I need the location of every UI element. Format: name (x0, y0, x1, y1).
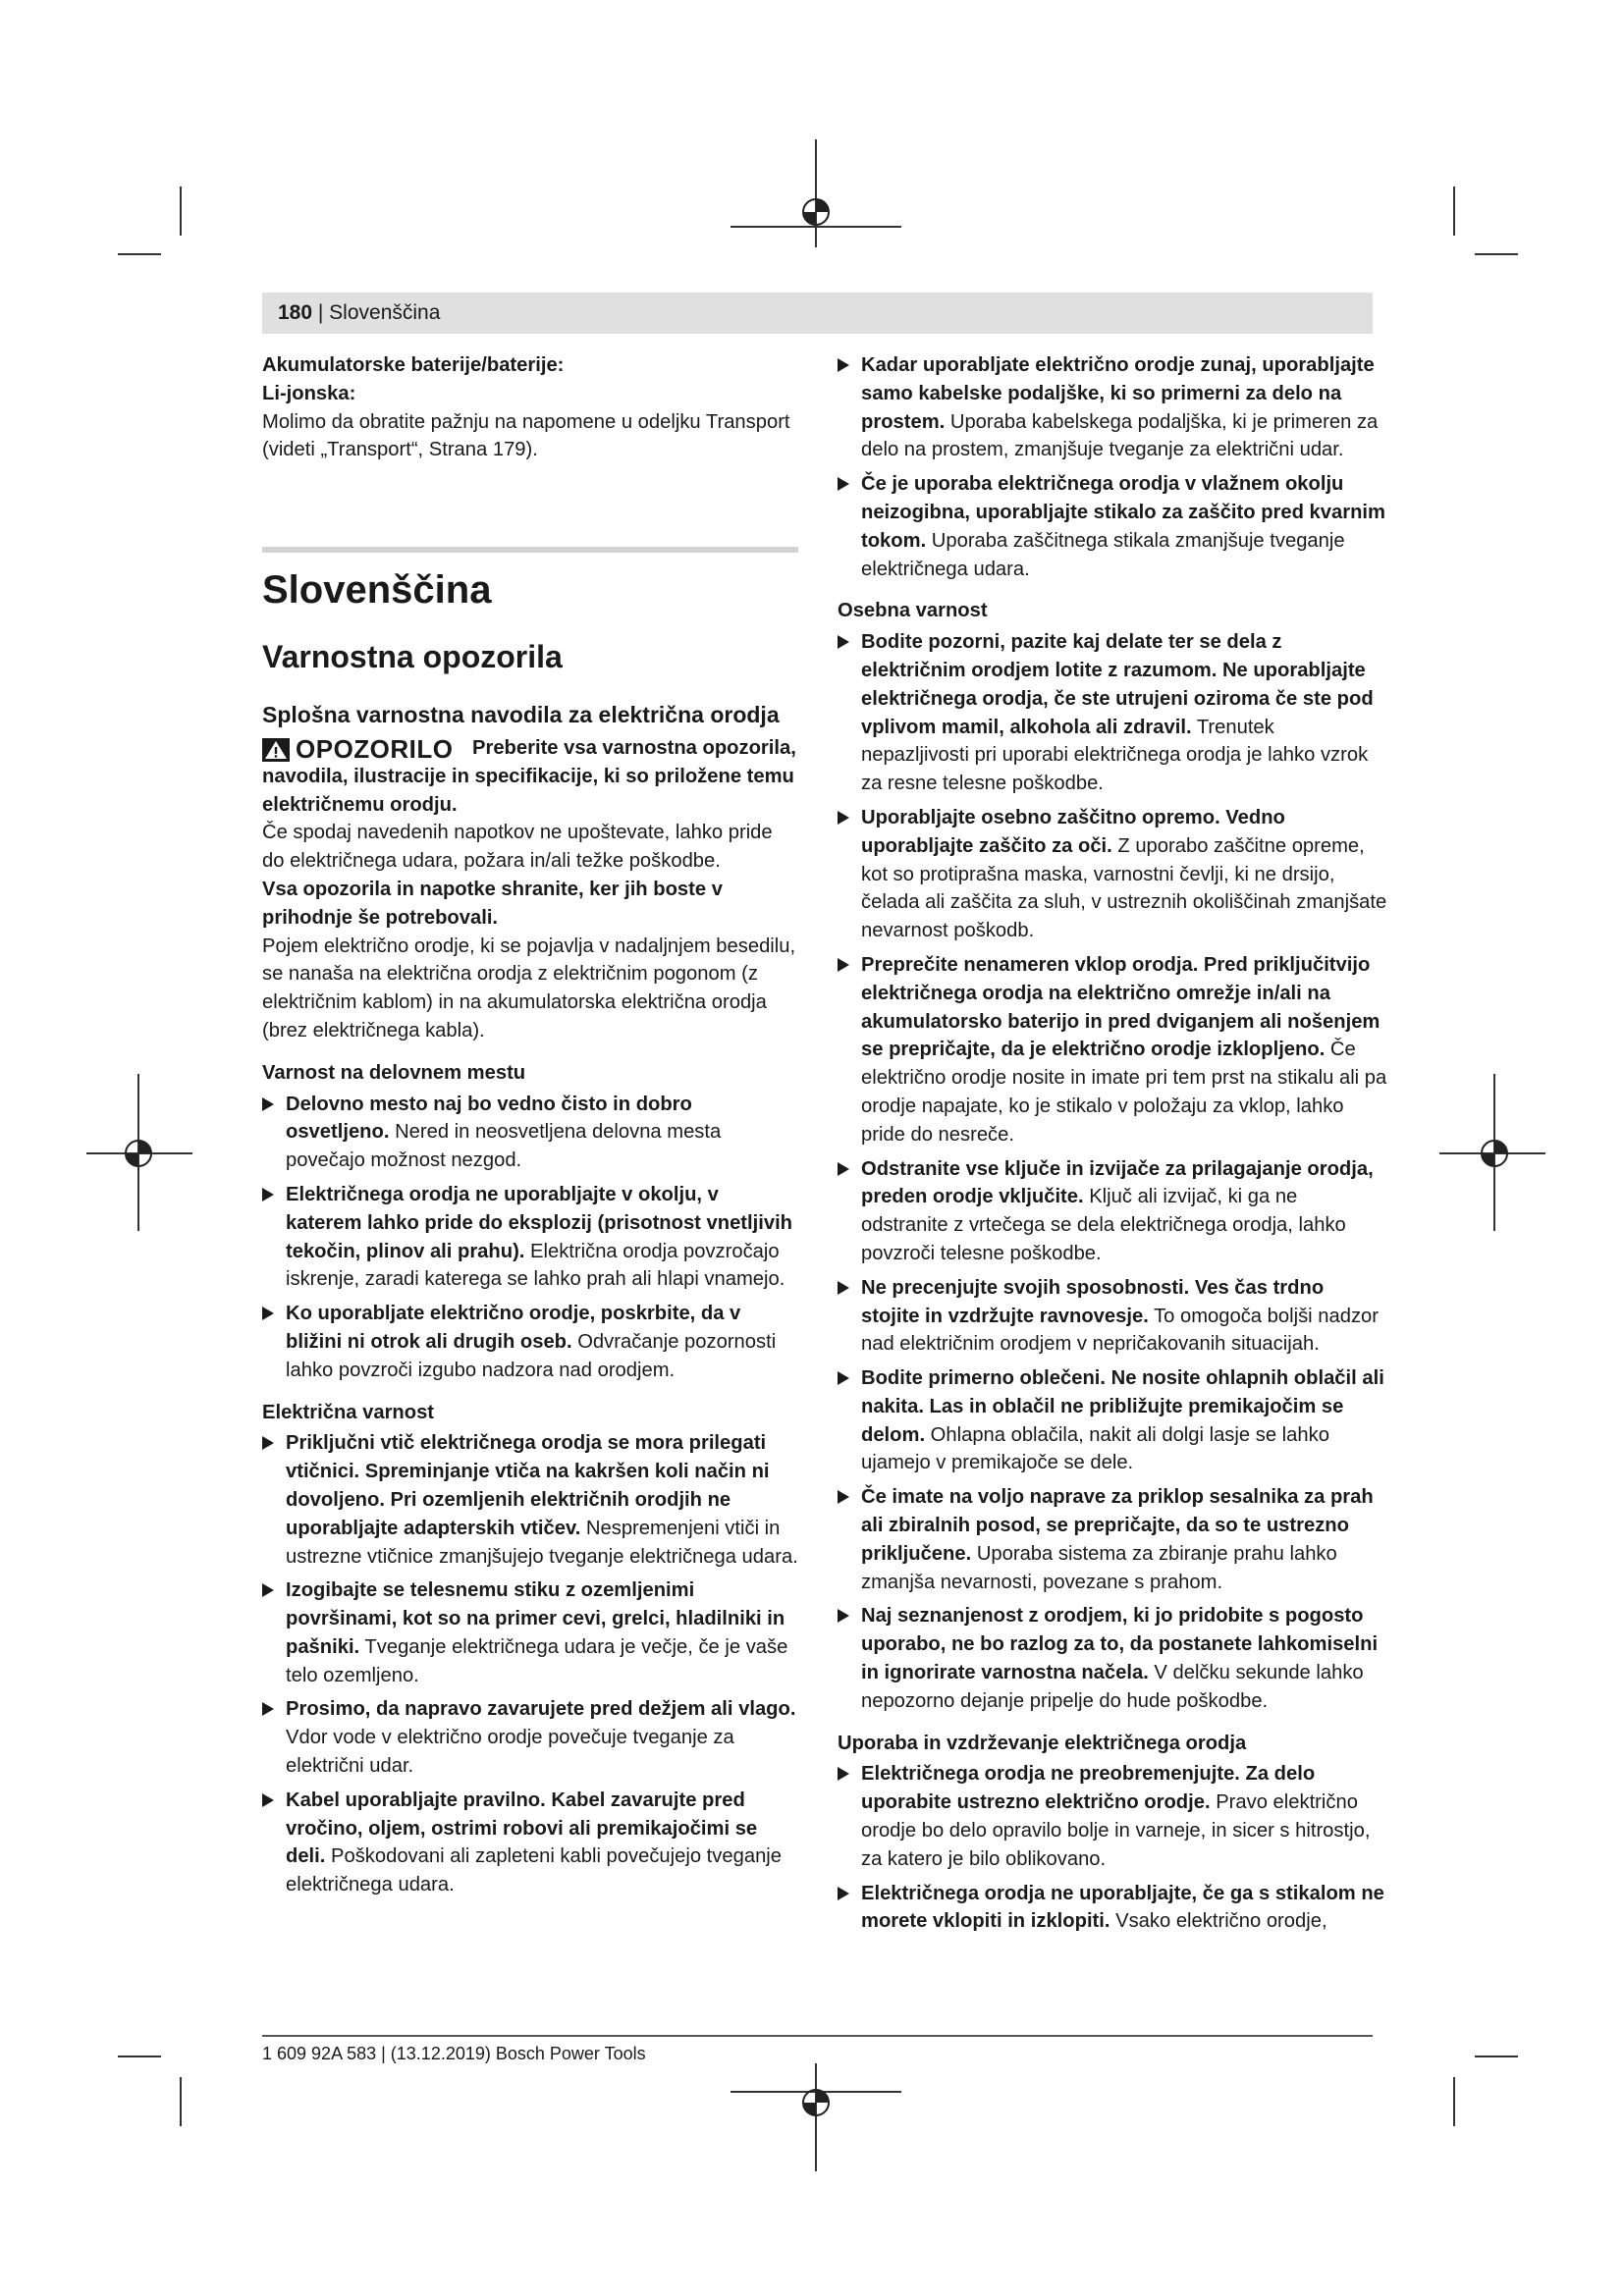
bullet-item (262, 1091, 798, 1175)
bullet-item (838, 351, 1387, 464)
bullet-arrow-icon (838, 1490, 849, 1504)
bullet-bold-text: Bodite primerno oblečeni. Ne nosite ohlapnih oblačil ali nakita. Las in oblačil ne približujte premikajočim se delom. (861, 1367, 1384, 1446)
crop-mark-br-h (1475, 2056, 1518, 2057)
bullet-bold-text: Preprečite nenameren vklop orodja. Pred priključitvijo električnega orodja na električno omrežje in/ali na akumulatorsko baterijo in pred dviganjem ali nošenjem se prepričajte, da je električno orodje izklopljeno. (861, 953, 1380, 1061)
registration-mark-left-icon (121, 1136, 156, 1171)
right-top-items (838, 351, 1387, 583)
crop-mark-tl-h (118, 253, 161, 255)
bullet-bold-text: Bodite pozorni, pazite kaj delate ter se dela z električnim orodjem lotite z razumom. Ne uporabljajte električnega orodja, če ste utrujeni oziroma če ste pod vplivom mamil, alkohola ali zdravil. (861, 631, 1374, 738)
crop-mark-tr-h (1475, 253, 1518, 255)
battery-title: Akumulatorske baterije/baterije: (262, 354, 565, 376)
term-definition: Pojem električno orodje, ki se pojavlja v nadaljnjem besedilu, se nanaša na električna orodja z električnim pogonom (z električnim kablom) in na akumulatorska električna orodja (brez električnega kabla). (262, 934, 796, 1041)
bullet-text: Poškodovani ali zapleteni kabli povečujejo tveganje električnega udara. (286, 1845, 783, 1896)
left-sections (262, 1059, 798, 1899)
bullet-arrow-icon (262, 1188, 274, 1201)
bullet-arrow-icon (262, 1583, 274, 1597)
bullet-item (838, 951, 1387, 1149)
language-heading: Slovenščina (262, 568, 492, 613)
crop-mark-tl-v (180, 187, 182, 236)
section-heading: Uporaba in vzdrževanje električnega orodja (838, 1732, 1247, 1754)
bullet-arrow-icon (838, 1371, 849, 1385)
footer-rule (262, 2035, 1373, 2037)
bullet-arrow-icon (838, 358, 849, 372)
bullet-item (262, 1300, 798, 1384)
bullet-item (838, 1364, 1387, 1477)
crop-mark-bl-v (180, 2077, 182, 2126)
bullet-item (838, 1274, 1387, 1359)
bullet-item (262, 1695, 798, 1780)
bullet-text: Če električno orodje nosite in imate pri tem prst na stikalu ali pa orodje napajate, ko je stikalo v položaju za vklop, lahko pride do nesreče. (861, 1039, 1387, 1146)
safety-heading: Varnostna opozorila (262, 639, 563, 675)
crop-mark-br-v (1453, 2077, 1455, 2126)
warning-badge (262, 735, 454, 764)
bullet-text: V delčku sekunde lahko nepozorno dejanje pripelje do hude poškodbe. (861, 1662, 1364, 1712)
bullet-arrow-icon (838, 1162, 849, 1176)
bullet-arrow-icon (262, 1097, 274, 1111)
bullet-item (838, 470, 1387, 583)
bullet-text: Ohlapna oblačila, nakit ali dolgi lasje se lahko ujamejo v premikajoče se dele. (861, 1423, 1329, 1474)
bullet-bold-text: Kadar uporabljate električno orodje zunaj, uporabljajte samo kabelske podaljške, ki so primerni za delo na prostem. (861, 354, 1375, 433)
bullet-arrow-icon (838, 1281, 849, 1295)
battery-text: Molimo da obratite pažnju na napomene u odeljku Transport (videti „Transport“, Strana 179). (262, 410, 790, 461)
bullet-item (838, 1880, 1387, 1937)
warning-body-text: Če spodaj navedenih napotkov ne upoštevate, lahko pride do električnega udara, požara in/ali težke poškodbe. (262, 822, 773, 873)
header-language: Slovenščina (329, 301, 441, 324)
bullet-arrow-icon (838, 477, 849, 491)
bullet-text: Trenutek nepazljivosti pri uporabi električnega orodja je lahko vzrok za resne telesne poškodbe. (861, 716, 1369, 795)
crop-mark-bl-h (118, 2056, 161, 2057)
bullet-text: Uporaba kabelskega podaljška, ki je primeren za delo na prostem, zmanjšuje tveganje za električni udar. (861, 410, 1379, 461)
registration-line-top-v (815, 139, 817, 247)
bullet-bold-text: Električnega orodja ne uporabljajte v okolju, v katerem lahko pride do eksplozij (prisotnost vnetljivih tekočin, plinov ali prahu). (286, 1183, 793, 1262)
bullet-arrow-icon (838, 1609, 849, 1623)
bullet-item (838, 1155, 1387, 1268)
bullet-bold-text: Ne precenjujte svojih sposobnosti. Ves čas trdno stojite in vzdržujte ravnovesje. (861, 1276, 1325, 1327)
bullet-item (838, 1602, 1387, 1715)
bullet-bold-text: Izogibajte se telesnemu stiku z ozemljenimi površinami, kot so na primer cevi, grelci, hladilniki in pašniki. (286, 1579, 785, 1658)
bullet-bold-text: Uporabljajte osebno zaščitno opremo. Vedno uporabljajte zaščito za oči. (861, 806, 1285, 857)
bullet-arrow-icon (838, 635, 849, 649)
bullet-arrow-icon (838, 811, 849, 825)
registration-mark-bottom-icon (798, 2085, 834, 2120)
bullet-item (262, 1429, 798, 1571)
bullet-bold-text: Če je uporaba električnega orodja v vlažnem okolju neizogibna, uporabljajte stikalo za zaščito pred kvarnim tokom. (861, 473, 1385, 552)
keep-instructions: Vsa opozorila in napotke shranite, ker jih boste v prihodnje še potrebovali. (262, 878, 723, 929)
bullet-arrow-icon (262, 1307, 274, 1320)
bullet-bold-text: Električnega orodja ne preobremenjujte. Za delo uporabite ustrezno električno orodje. (861, 1763, 1316, 1814)
bullet-text: Vdor vode v električno orodje povečuje tveganje za električni udar. (286, 1727, 734, 1778)
bullet-bold-text: Odstranite vse ključe in izvijače za prilagajanje orodja, preden orodje vključite. (861, 1157, 1374, 1208)
battery-subtitle: Li-jonska: (262, 382, 356, 404)
section-heading: Električna varnost (262, 1401, 435, 1423)
bullet-text: Električna orodja povzročajo iskrenje, zaradi katerega se lahko prah ali hlapi vnamejo. (286, 1240, 785, 1291)
registration-mark-right-icon (1477, 1136, 1512, 1171)
bullet-bold-text: Naj seznanjenost z orodjem, ki jo pridobite s pogosto uporabo, ne bo razlog za to, da postanete lahkomiselni in ignorirate varnostna načela. (861, 1605, 1379, 1684)
right-column (838, 351, 1387, 1942)
bullet-text: To omogoča boljši nadzor nad električnim orodjem v nepričakovanih situacijah. (861, 1305, 1379, 1356)
bullet-arrow-icon (838, 1767, 849, 1781)
bullet-bold-text: Električnega orodja ne uporabljajte, če ga s stikalom ne morete vklopiti in izklopiti. (861, 1882, 1384, 1933)
bullet-arrow-icon (838, 958, 849, 972)
bullet-item (262, 1576, 798, 1689)
left-column (262, 351, 798, 1905)
bullet-text: Odvračanje pozornosti lahko povzroči izgubo nadzora nad orodjem. (286, 1330, 777, 1381)
right-sections (838, 597, 1387, 1936)
page-header: 180 | Slovenščina (262, 293, 1373, 334)
registration-mark-top-icon (798, 194, 834, 230)
bullet-text: Tveganje električnega udara je večje, če je vaše telo ozemljeno. (286, 1635, 788, 1686)
warning-bold-text: Preberite vsa varnostna opozorila, navodila, ilustracije in specifikacije, ki so priložene temu električnemu orodju. (262, 736, 796, 816)
bullet-arrow-icon (838, 1887, 849, 1900)
bullet-arrow-icon (262, 1793, 274, 1807)
section-heading: Varnost na delovnem mestu (262, 1061, 526, 1084)
bullet-text: Uporaba zaščitnega stikala zmanjšuje tveganje električnega udara. (861, 529, 1345, 580)
bullet-text: Ključ ali izvijač, ki ga ne odstranite z vrtečega se dela električnega orodja, lahko povzroči telesne poškodbe. (861, 1186, 1346, 1264)
crop-mark-tr-v (1453, 187, 1455, 236)
page-number: 180 (278, 301, 313, 324)
bullet-item (838, 1483, 1387, 1596)
section-heading: Osebna varnost (838, 600, 988, 622)
bullet-text: Nespremenjeni vtiči in ustrezne vtičnice zmanjšujejo tveganje električnega udara. (286, 1517, 798, 1568)
bullet-bold-text: Ko uporabljate električno orodje, poskrbite, da v bližini ni otrok ali drugih oseb. (286, 1303, 741, 1353)
general-safety-heading: Splošna varnostna navodila za električna orodja (262, 702, 780, 728)
bullet-item (838, 804, 1387, 945)
bullet-text: Pravo električno orodje bo delo opravilo bolje in varneje, in sicer s hitrostjo, za katero je bilo oblikovano. (861, 1791, 1371, 1870)
bullet-bold-text: Če imate na voljo naprave za priklop sesalnika za prah ali zbiralnih posod, se prepričajte, da so te ustrezno priključene. (861, 1486, 1374, 1565)
bullet-bold-text: Priključni vtič električnega orodja se mora prilegati vtičnici. Spreminjanje vtiča na kakršen koli način ni dovoljeno. Pri ozemljenih električnih orodjih ne uporabljajte adapterskih vtičev. (286, 1432, 770, 1539)
bullet-item (838, 628, 1387, 798)
bullet-text: Vsako električno orodje, (1115, 1910, 1327, 1933)
bullet-item (262, 1181, 798, 1294)
warning-word: OPOZORILO (296, 734, 454, 765)
bullet-text: Z uporabo zaščitne opreme, kot so protiprašna maska, varnostni čevlji, ki ne drsijo, čelada ali zaščita za sluh, v ustreznih okoliščinah zmanjšate nevarnost poškodb. (861, 834, 1387, 942)
warning-triangle-icon (262, 738, 290, 762)
bullet-item (838, 1760, 1387, 1873)
bullet-bold-text: Kabel uporabljajte pravilno. Kabel zavarujte pred vročino, oljem, ostrimi robovi ali premikajočimi se deli. (286, 1789, 758, 1868)
bullet-bold-text: Prosimo, da napravo zavarujete pred dežjem ali vlago. (286, 1698, 796, 1721)
section-rule (262, 547, 798, 553)
bullet-text: Nered in neosvetljena delovna mesta povečajo možnost nezgod. (286, 1121, 722, 1172)
bullet-arrow-icon (262, 1702, 274, 1716)
bullet-bold-text: Delovno mesto naj bo vedno čisto in dobro osvetljeno. (286, 1093, 692, 1144)
bullet-text: Uporaba sistema za zbiranje prahu lahko zmanjša nevarnosti, povezane s prahom. (861, 1542, 1337, 1593)
bullet-arrow-icon (262, 1436, 274, 1450)
page-footer: 1 609 92A 583 | (13.12.2019) Bosch Power Tools (262, 2044, 646, 2063)
bullet-item (262, 1787, 798, 1899)
